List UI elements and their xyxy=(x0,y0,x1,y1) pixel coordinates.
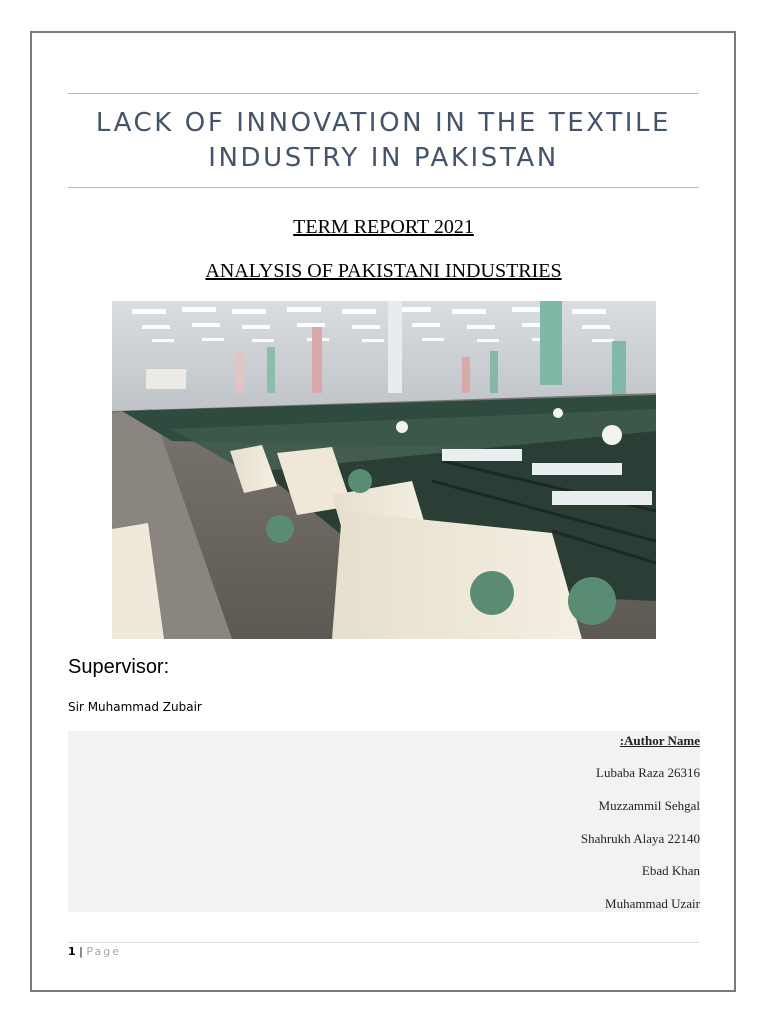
document-title: LACK OF INNOVATION IN THE TEXTILE INDUSTRY IN PAKISTAN xyxy=(95,108,672,173)
textile-factory-photo xyxy=(112,301,656,639)
author-box xyxy=(68,731,700,912)
author-heading: :Author Name xyxy=(619,733,700,748)
author-name: Shahrukh Alaya 22140 xyxy=(580,831,700,846)
page-label: Page xyxy=(86,945,122,958)
page-number: 1 xyxy=(68,945,76,958)
supervisor-label: Supervisor: xyxy=(68,656,170,678)
footer-rule xyxy=(68,942,699,943)
supervisor-name: Sir Muhammad Zubair xyxy=(68,700,202,714)
title-bottom-rule xyxy=(68,187,699,188)
term-report-heading: TERM REPORT 2021 xyxy=(293,216,474,238)
title-top-rule xyxy=(68,93,699,94)
author-name: Lubaba Raza 26316 xyxy=(596,765,700,780)
page-separator: | xyxy=(79,945,83,958)
author-name: Ebad Khan xyxy=(641,863,700,878)
author-name: Muzzammil Sehgal xyxy=(598,798,700,813)
author-name: Muhammad Uzair xyxy=(605,896,700,911)
page-footer xyxy=(68,945,121,958)
analysis-heading: ANALYSIS OF PAKISTANI INDUSTRIES xyxy=(205,260,562,282)
